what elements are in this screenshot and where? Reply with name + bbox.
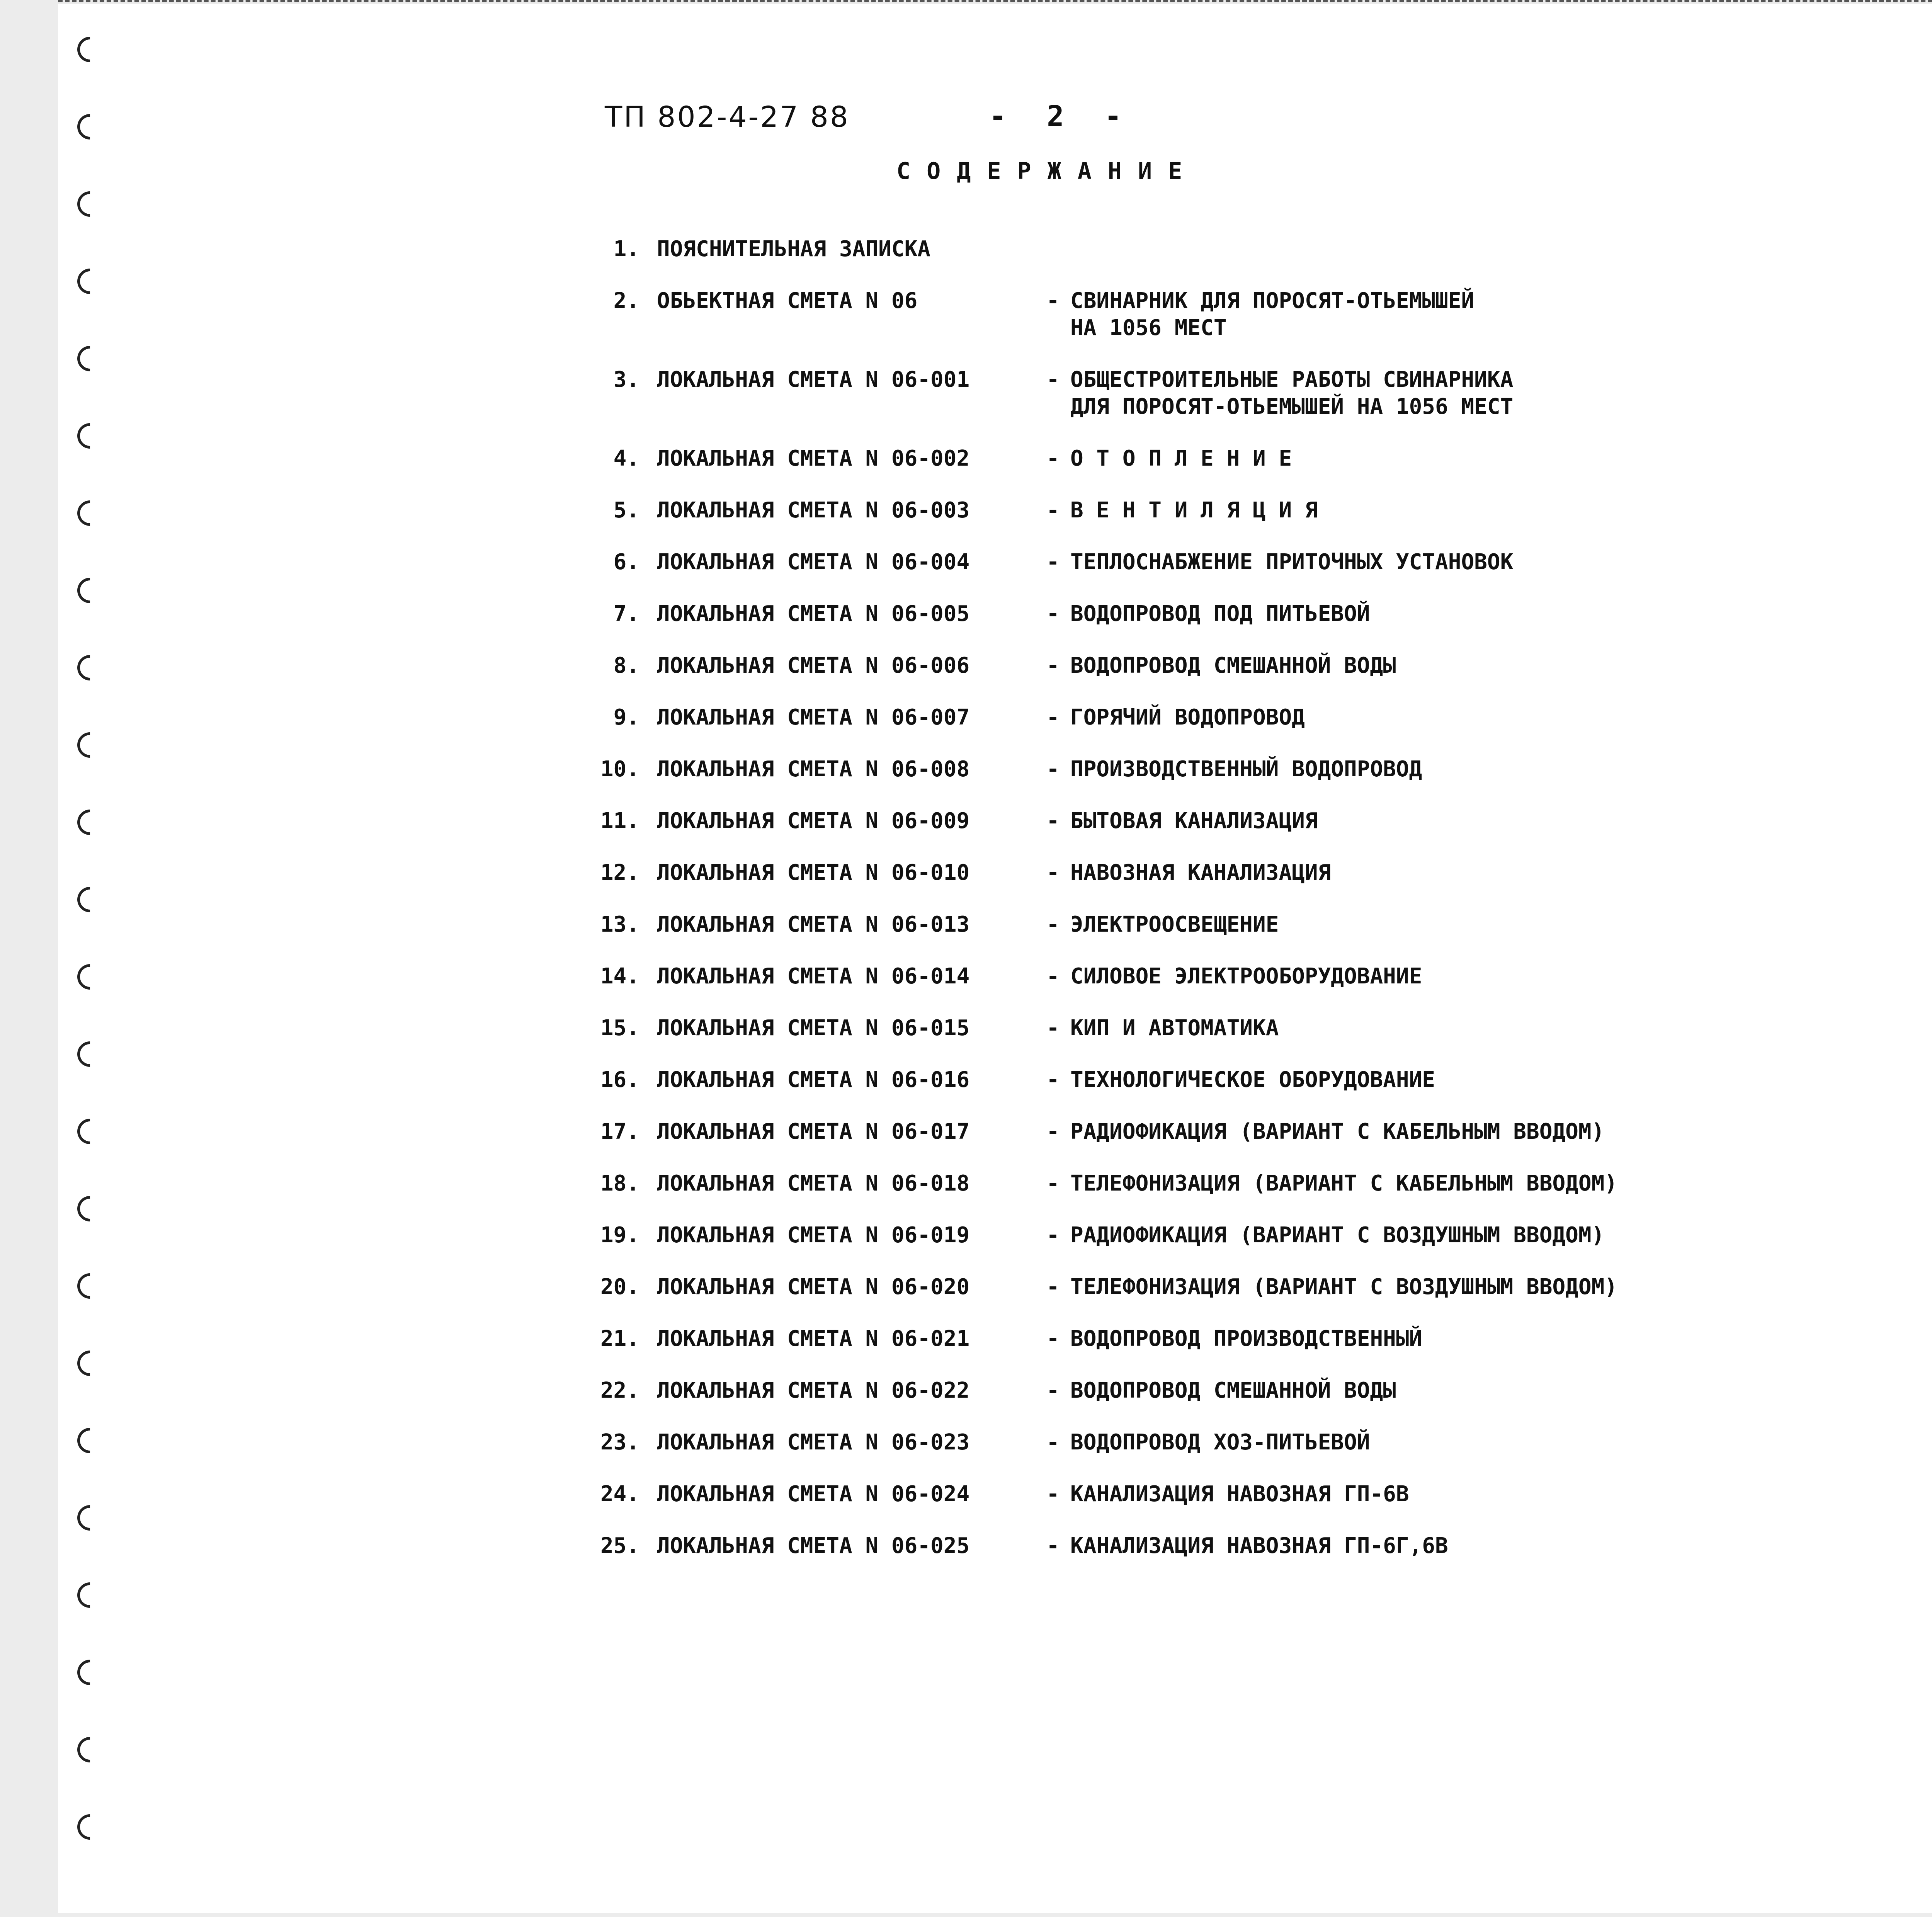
toc-item-description <box>1070 497 1843 524</box>
toc-item-description-line: БЫТОВАЯ КАНАЛИЗАЦИЯ <box>1070 808 1318 833</box>
toc-row <box>572 652 1932 679</box>
feed-hole-icon <box>72 1113 108 1149</box>
toc-item-description-line: НАВОЗНАЯ КАНАЛИЗАЦИЯ <box>1070 860 1331 885</box>
toc-row <box>572 911 1932 938</box>
toc-item-description-line: ДЛЯ ПОРОСЯТ-ОТЬЕМЫШЕЙ НА 1056 МЕСТ <box>1070 394 1514 419</box>
toc-item-description-line: КАНАЛИЗАЦИЯ НАВОЗНАЯ ГП-6Г,6В <box>1070 1533 1448 1558</box>
toc-row <box>572 600 1932 628</box>
toc-item-label: ЛОКАЛЬНАЯ СМЕТА N 06-017 <box>657 1119 970 1144</box>
feed-hole-icon <box>72 1809 108 1845</box>
toc-item-number: 19. <box>600 1223 639 1248</box>
toc-item-separator: - <box>1046 1015 1060 1041</box>
document-code: ТП 802-4-27 88 <box>605 100 850 134</box>
feed-hole-icon <box>72 650 108 685</box>
toc-item-separator: - <box>1046 1171 1060 1196</box>
toc-row <box>572 1274 1932 1301</box>
toc-item-label: ЛОКАЛЬНАЯ СМЕТА N 06-003 <box>657 498 970 523</box>
toc-row <box>572 549 1932 576</box>
feed-hole-icon <box>72 1422 108 1458</box>
toc-item-separator: - <box>1046 367 1060 392</box>
toc-item-number: 14. <box>600 964 639 989</box>
toc-item-separator: - <box>1046 1430 1060 1455</box>
feed-hole-icon <box>72 1732 108 1767</box>
toc-item-description-line: РАДИОФИКАЦИЯ (ВАРИАНТ С ВОЗДУШНЫМ ВВОДОМ) <box>1070 1223 1605 1248</box>
toc-item-number: 25. <box>600 1533 639 1558</box>
toc-item-number: 8. <box>613 653 639 678</box>
toc-item-description-line: ТЕХНОЛОГИЧЕСКОЕ ОБОРУДОВАНИЕ <box>1070 1067 1435 1092</box>
toc-row <box>572 963 1932 990</box>
toc-row <box>572 445 1932 472</box>
toc-item-label: ЛОКАЛЬНАЯ СМЕТА N 06-021 <box>657 1326 970 1351</box>
toc-item-description <box>1070 1481 1843 1508</box>
toc-item-number: 13. <box>600 912 639 937</box>
toc-item-label: ЛОКАЛЬНАЯ СМЕТА N 06-010 <box>657 860 970 885</box>
toc-item-separator: - <box>1046 1067 1060 1092</box>
toc-item-label: ЛОКАЛЬНАЯ СМЕТА N 06-001 <box>657 367 970 392</box>
toc-row <box>572 756 1932 783</box>
table-of-contents <box>572 236 1932 1584</box>
toc-row <box>572 1170 1932 1197</box>
toc-item-description <box>1070 1118 1843 1145</box>
toc-item-label: ЛОКАЛЬНАЯ СМЕТА N 06-019 <box>657 1223 970 1248</box>
feed-hole-icon <box>72 959 108 995</box>
toc-item-description <box>1070 1533 1843 1560</box>
toc-item-number: 6. <box>613 549 639 575</box>
toc-row <box>572 859 1932 886</box>
toc-item-description <box>1070 366 1843 420</box>
toc-row <box>572 366 1932 420</box>
toc-item-description <box>1070 1170 1843 1197</box>
toc-item-number: 3. <box>613 367 639 392</box>
toc-item-number: 12. <box>600 860 639 885</box>
toc-row <box>572 1481 1932 1508</box>
toc-item-label: ЛОКАЛЬНАЯ СМЕТА N 06-015 <box>657 1015 970 1041</box>
toc-item-separator: - <box>1046 757 1060 782</box>
toc-item-description-line: О Т О П Л Е Н И Е <box>1070 446 1292 471</box>
toc-item-description <box>1070 911 1843 938</box>
feed-hole-icon <box>72 109 108 145</box>
toc-item-separator: - <box>1046 1223 1060 1248</box>
toc-item-description <box>1070 808 1843 835</box>
toc-item-separator: - <box>1046 860 1060 885</box>
toc-item-separator: - <box>1046 1274 1060 1300</box>
toc-row <box>572 287 1932 342</box>
toc-item-number: 18. <box>600 1171 639 1196</box>
toc-row <box>572 1325 1932 1352</box>
toc-item-description-line: СВИНАРНИК ДЛЯ ПОРОСЯТ-ОТЬЕМЫШЕЙ <box>1070 288 1475 313</box>
toc-item-separator: - <box>1046 1378 1060 1403</box>
toc-item-description-line: ПРОИЗВОДСТВЕННЫЙ ВОДОПРОВОД <box>1070 757 1422 782</box>
toc-item-number: 7. <box>613 601 639 626</box>
toc-item-number: 23. <box>600 1430 639 1455</box>
tractor-feed-holes-left <box>77 0 124 1917</box>
toc-item-label: ЛОКАЛЬНАЯ СМЕТА N 06-024 <box>657 1482 970 1507</box>
toc-item-number: 2. <box>613 288 639 313</box>
feed-hole-icon <box>72 1654 108 1690</box>
toc-item-description-line: ТЕЛЕФОНИЗАЦИЯ (ВАРИАНТ С КАБЕЛЬНЫМ ВВОДОМ) <box>1070 1171 1618 1196</box>
toc-row <box>572 1222 1932 1249</box>
toc-item-number: 17. <box>600 1119 639 1144</box>
toc-item-description-line: ТЕЛЕФОНИЗАЦИЯ (ВАРИАНТ С ВОЗДУШНЫМ ВВОДОМ) <box>1070 1274 1618 1300</box>
feed-hole-icon <box>72 31 108 67</box>
toc-item-description-line: КАНАЛИЗАЦИЯ НАВОЗНАЯ ГП-6В <box>1070 1482 1409 1507</box>
toc-item-description-line: ГОРЯЧИЙ ВОДОПРОВОД <box>1070 705 1305 730</box>
toc-item-separator: - <box>1046 498 1060 523</box>
toc-item-description <box>1070 1015 1843 1042</box>
feed-hole-icon <box>72 881 108 917</box>
toc-item-description-line: СИЛОВОЕ ЭЛЕКТРООБОРУДОВАНИЕ <box>1070 964 1422 989</box>
feed-hole-icon <box>72 186 108 222</box>
toc-row <box>572 1377 1932 1404</box>
feed-hole-icon <box>72 572 108 608</box>
toc-item-label: ОБЬЕКТНАЯ СМЕТА N 06 <box>657 288 918 313</box>
toc-item-description <box>1070 1429 1843 1456</box>
toc-item-label: ЛОКАЛЬНАЯ СМЕТА N 06-016 <box>657 1067 970 1092</box>
toc-item-description <box>1070 704 1843 731</box>
toc-item-label: ЛОКАЛЬНАЯ СМЕТА N 06-004 <box>657 549 970 575</box>
toc-item-separator: - <box>1046 1119 1060 1144</box>
toc-item-number: 10. <box>600 757 639 782</box>
feed-hole-icon <box>72 804 108 840</box>
toc-item-separator: - <box>1046 912 1060 937</box>
toc-item-description <box>1070 652 1843 679</box>
feed-hole-icon <box>72 1500 108 1536</box>
toc-item-separator: - <box>1046 1326 1060 1351</box>
toc-item-description-line: ТЕПЛОСНАБЖЕНИЕ ПРИТОЧНЫХ УСТАНОВОК <box>1070 549 1514 575</box>
feed-hole-icon <box>72 1345 108 1381</box>
toc-item-description <box>1070 600 1843 628</box>
toc-item-separator: - <box>1046 964 1060 989</box>
toc-item-label: ЛОКАЛЬНАЯ СМЕТА N 06-002 <box>657 446 970 471</box>
toc-item-label: ЛОКАЛЬНАЯ СМЕТА N 06-025 <box>657 1533 970 1558</box>
toc-item-description <box>1070 963 1843 990</box>
feed-hole-icon <box>72 418 108 454</box>
toc-item-description-line: РАДИОФИКАЦИЯ (ВАРИАНТ С КАБЕЛЬНЫМ ВВОДОМ) <box>1070 1119 1605 1144</box>
toc-row <box>572 1118 1932 1145</box>
toc-item-number: 21. <box>600 1326 639 1351</box>
feed-hole-icon <box>72 1191 108 1226</box>
feed-hole-icon <box>72 495 108 531</box>
toc-item-description <box>1070 1274 1843 1301</box>
toc-item-description <box>1070 445 1843 472</box>
toc-row <box>572 704 1932 731</box>
toc-row <box>572 1067 1932 1094</box>
toc-item-description-line: ВОДОПРОВОД СМЕШАННОЙ ВОДЫ <box>1070 1378 1396 1403</box>
toc-item-separator: - <box>1046 653 1060 678</box>
toc-item-description <box>1070 1325 1843 1352</box>
toc-item-number: 5. <box>613 498 639 523</box>
toc-item-description <box>1070 549 1843 576</box>
toc-item-separator: - <box>1046 1533 1060 1558</box>
toc-row <box>572 1429 1932 1456</box>
toc-item-description-line: ВОДОПРОВОД СМЕШАННОЙ ВОДЫ <box>1070 653 1396 678</box>
toc-item-description <box>1070 1222 1843 1249</box>
toc-item-number: 1. <box>613 236 639 262</box>
feed-hole-icon <box>72 1036 108 1072</box>
toc-item-number: 15. <box>600 1015 639 1041</box>
toc-item-number: 16. <box>600 1067 639 1092</box>
toc-item-number: 11. <box>600 808 639 833</box>
toc-item-separator: - <box>1046 808 1060 833</box>
toc-item-description <box>1070 287 1843 342</box>
toc-item-number: 20. <box>600 1274 639 1300</box>
toc-row <box>572 1533 1932 1560</box>
toc-item-description <box>1070 1067 1843 1094</box>
toc-item-number: 4. <box>613 446 639 471</box>
toc-row <box>572 236 1932 263</box>
feed-hole-icon <box>72 727 108 763</box>
toc-item-description <box>1070 859 1843 886</box>
toc-item-label: ЛОКАЛЬНАЯ СМЕТА N 06-005 <box>657 601 970 626</box>
toc-item-number: 22. <box>600 1378 639 1403</box>
toc-item-description-line: ОБЩЕСТРОИТЕЛЬНЫЕ РАБОТЫ СВИНАРНИКА <box>1070 367 1514 392</box>
toc-item-separator: - <box>1046 549 1060 575</box>
toc-item-number: 9. <box>613 705 639 730</box>
toc-row <box>572 1015 1932 1042</box>
page-title: СОДЕРЖАНИЕ <box>896 158 1199 185</box>
toc-item-description-line: ЭЛЕКТРООСВЕЩЕНИЕ <box>1070 912 1279 937</box>
toc-item-description-line: ВОДОПРОВОД ХОЗ-ПИТЬЕВОЙ <box>1070 1430 1370 1455</box>
feed-hole-icon <box>72 1577 108 1613</box>
toc-item-label: ЛОКАЛЬНАЯ СМЕТА N 06-007 <box>657 705 970 730</box>
toc-item-description <box>1070 756 1843 783</box>
toc-item-separator: - <box>1046 1482 1060 1507</box>
toc-item-description-line: НА 1056 МЕСТ <box>1070 315 1227 340</box>
feed-hole-icon <box>72 1268 108 1304</box>
toc-item-description <box>1070 1377 1843 1404</box>
page-number: - 2 - <box>989 100 1133 133</box>
feed-hole-icon <box>72 263 108 299</box>
toc-item-label: ЛОКАЛЬНАЯ СМЕТА N 06-006 <box>657 653 970 678</box>
toc-item-label: ЛОКАЛЬНАЯ СМЕТА N 06-013 <box>657 912 970 937</box>
toc-item-number: 24. <box>600 1482 639 1507</box>
toc-item-separator: - <box>1046 601 1060 626</box>
toc-item-label: ЛОКАЛЬНАЯ СМЕТА N 06-023 <box>657 1430 970 1455</box>
toc-item-description-line: ВОДОПРОВОД ПРОИЗВОДСТВЕННЫЙ <box>1070 1326 1422 1351</box>
toc-item-description-line: В Е Н Т И Л Я Ц И Я <box>1070 498 1318 523</box>
toc-item-separator: - <box>1046 705 1060 730</box>
toc-item-label: ЛОКАЛЬНАЯ СМЕТА N 06-014 <box>657 964 970 989</box>
toc-row <box>572 808 1932 835</box>
toc-item-label: ПОЯСНИТЕЛЬНАЯ ЗАПИСКА <box>657 236 931 262</box>
toc-item-description-line: КИП И АВТОМАТИКА <box>1070 1015 1279 1041</box>
toc-item-separator: - <box>1046 446 1060 471</box>
toc-item-description-line: ВОДОПРОВОД ПОД ПИТЬЕВОЙ <box>1070 601 1370 626</box>
toc-item-label: ЛОКАЛЬНАЯ СМЕТА N 06-020 <box>657 1274 970 1300</box>
toc-row <box>572 497 1932 524</box>
toc-item-label: ЛОКАЛЬНАЯ СМЕТА N 06-009 <box>657 808 970 833</box>
toc-item-label: ЛОКАЛЬНАЯ СМЕТА N 06-018 <box>657 1171 970 1196</box>
toc-item-label: ЛОКАЛЬНАЯ СМЕТА N 06-022 <box>657 1378 970 1403</box>
toc-item-separator: - <box>1046 288 1060 313</box>
feed-hole-icon <box>72 340 108 376</box>
toc-item-label: ЛОКАЛЬНАЯ СМЕТА N 06-008 <box>657 757 970 782</box>
